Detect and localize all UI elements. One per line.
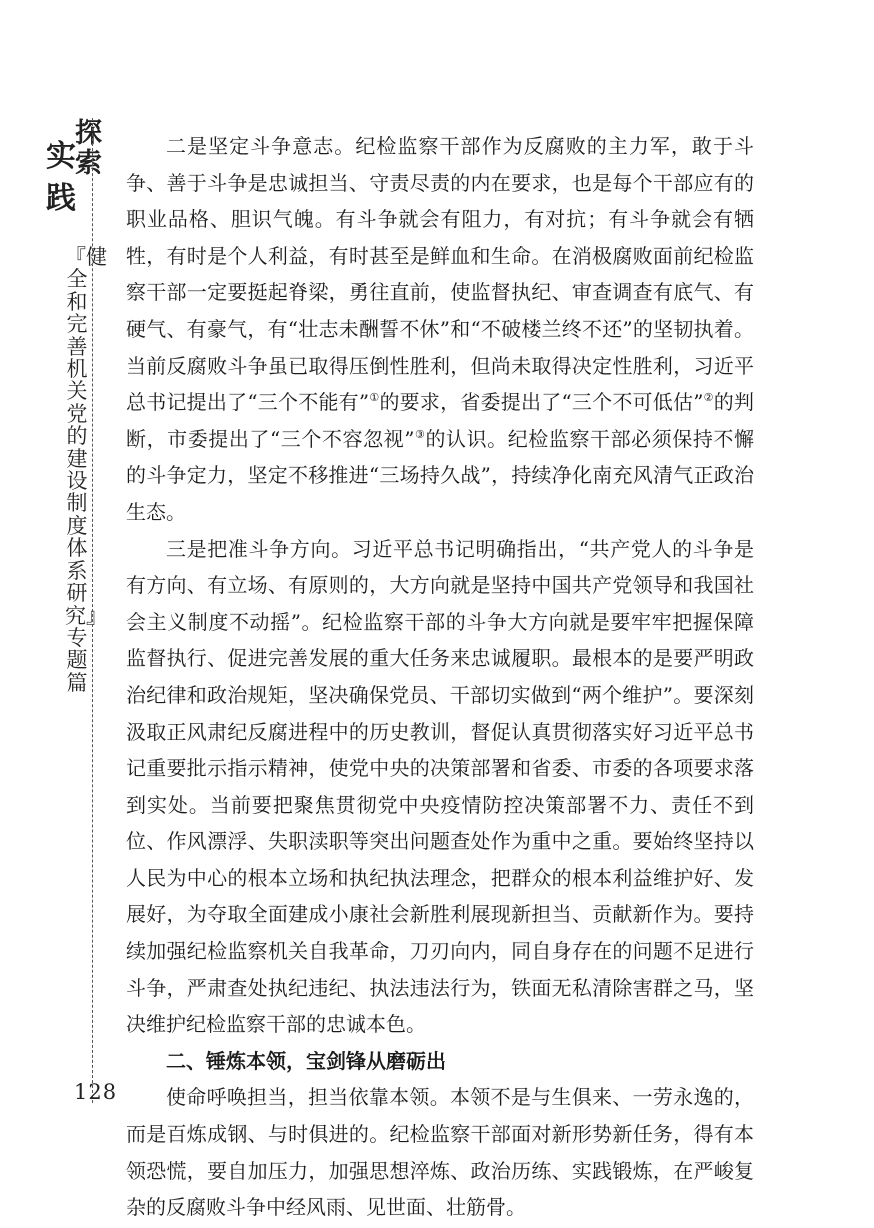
dashed-divider bbox=[92, 118, 93, 1103]
paragraph-text: 的要求，省委提出了“三个不可低估” bbox=[379, 390, 704, 415]
paragraph-text: 的判断，市委提出了“三个不容忽视” bbox=[126, 390, 754, 451]
main-text bbox=[126, 128, 754, 1226]
paragraph-lead: 二是坚定斗争意志。 bbox=[166, 134, 356, 158]
series-logo bbox=[44, 118, 102, 222]
footnote-ref: ② bbox=[703, 391, 714, 405]
vertical-running-title: 『健全和完善机关党的建设制度体系研究』专题篇 bbox=[65, 245, 107, 695]
logo-char: 实 bbox=[46, 139, 76, 174]
paragraph-lead: 三是把准斗争方向。 bbox=[166, 536, 352, 561]
paragraph-text: 纪检监察干部作为反腐败的主力军，敢于斗争、善于斗争是忠诚担当、守责尽责的内在要求，也是每个干部应有的职业品格、胆识气魄。有斗争就会有阻力，有对抗；有斗争就会有牺牲，有时是个人利益，有时甚至是鲜血和生命。在消极腐败面前纪检监察干部一定要挺起脊梁，勇往直前，使监督执纪、审查调查有底气、有硬气、有豪气，有“壮志未酬誓不休”和“不破楼兰终不还”的坚韧执着。当前反腐败斗争虽已取得压倒性胜利，但尚未取得决定性胜利，习近平总书记提出了“三个不能有” bbox=[126, 134, 755, 415]
logo-char: 践 bbox=[46, 181, 76, 216]
section-heading: 二、锤炼本领，宝剑锋从磨砺出 bbox=[166, 1048, 446, 1073]
paragraph-text: 习近平总书记明确指出，“共产党人的斗争是有方向、有立场、有原则的，大方向就是坚持中国共产党领导和我国社会主义制度不动摇”。纪检监察干部的斗争大方向就是要牢牢把握保障监督执行、促进完善发展的重大任务来忠诚履职。最根本的是要严明政治纪律和政治规矩，坚决确保党员、干部切实做到“两个维护”。要深刻汲取正风肃纪反腐进程中的历史教训，督促认真贯彻落实好习近平总书记重要批示指示精神，使党中央的决策部署和省委、市委的各项要求落到实处。当前要把聚焦贯彻党中央疫情防控决策部署不力、责任不到位、作风漂浮、失职渎职等突出问题查处作为重中之重。要始终坚持以人民为中心的根本立场和执纪执法理念，把群众的根本利益维护好、发展好，为夺取全面建成小康社会新胜利展现新担当、贡献新作为。要持续加强纪检监察机关自我革命，刀刃向内，同自身存在的问题不足进行斗争，严肃查处执纪违纪、执法违法行为，铁面无私清除害群之马，坚决维护纪检监察干部的忠诚本色。 bbox=[126, 536, 754, 1037]
paragraph: 使命呼唤担当，担当依靠本领。本领不是与生俱来、一劳永逸的，而是百炼成钢、与时俱进的。纪检监察干部面对新形势新任务，得有本领恐慌，要自加压力，加强思想淬炼、政治历练、实践锻炼，在严峻复杂的反腐败斗争中经风雨、见世面、壮筋骨。 bbox=[126, 1085, 754, 1220]
paragraph bbox=[126, 128, 754, 531]
footnote-ref: ③ bbox=[414, 427, 426, 441]
footnote-ref: ① bbox=[369, 391, 380, 405]
logo-char: 索 bbox=[75, 148, 102, 179]
page-number: 128 bbox=[74, 1080, 118, 1104]
paragraph bbox=[126, 531, 754, 1043]
sidebar bbox=[44, 118, 107, 1103]
paragraph-text: 的认识。纪检监察干部必须保持不懈的斗争定力，坚定不移推进“三场持久战”，持续净化南充风清气正政治生态。 bbox=[126, 426, 755, 524]
logo-char: 探 bbox=[75, 118, 102, 149]
